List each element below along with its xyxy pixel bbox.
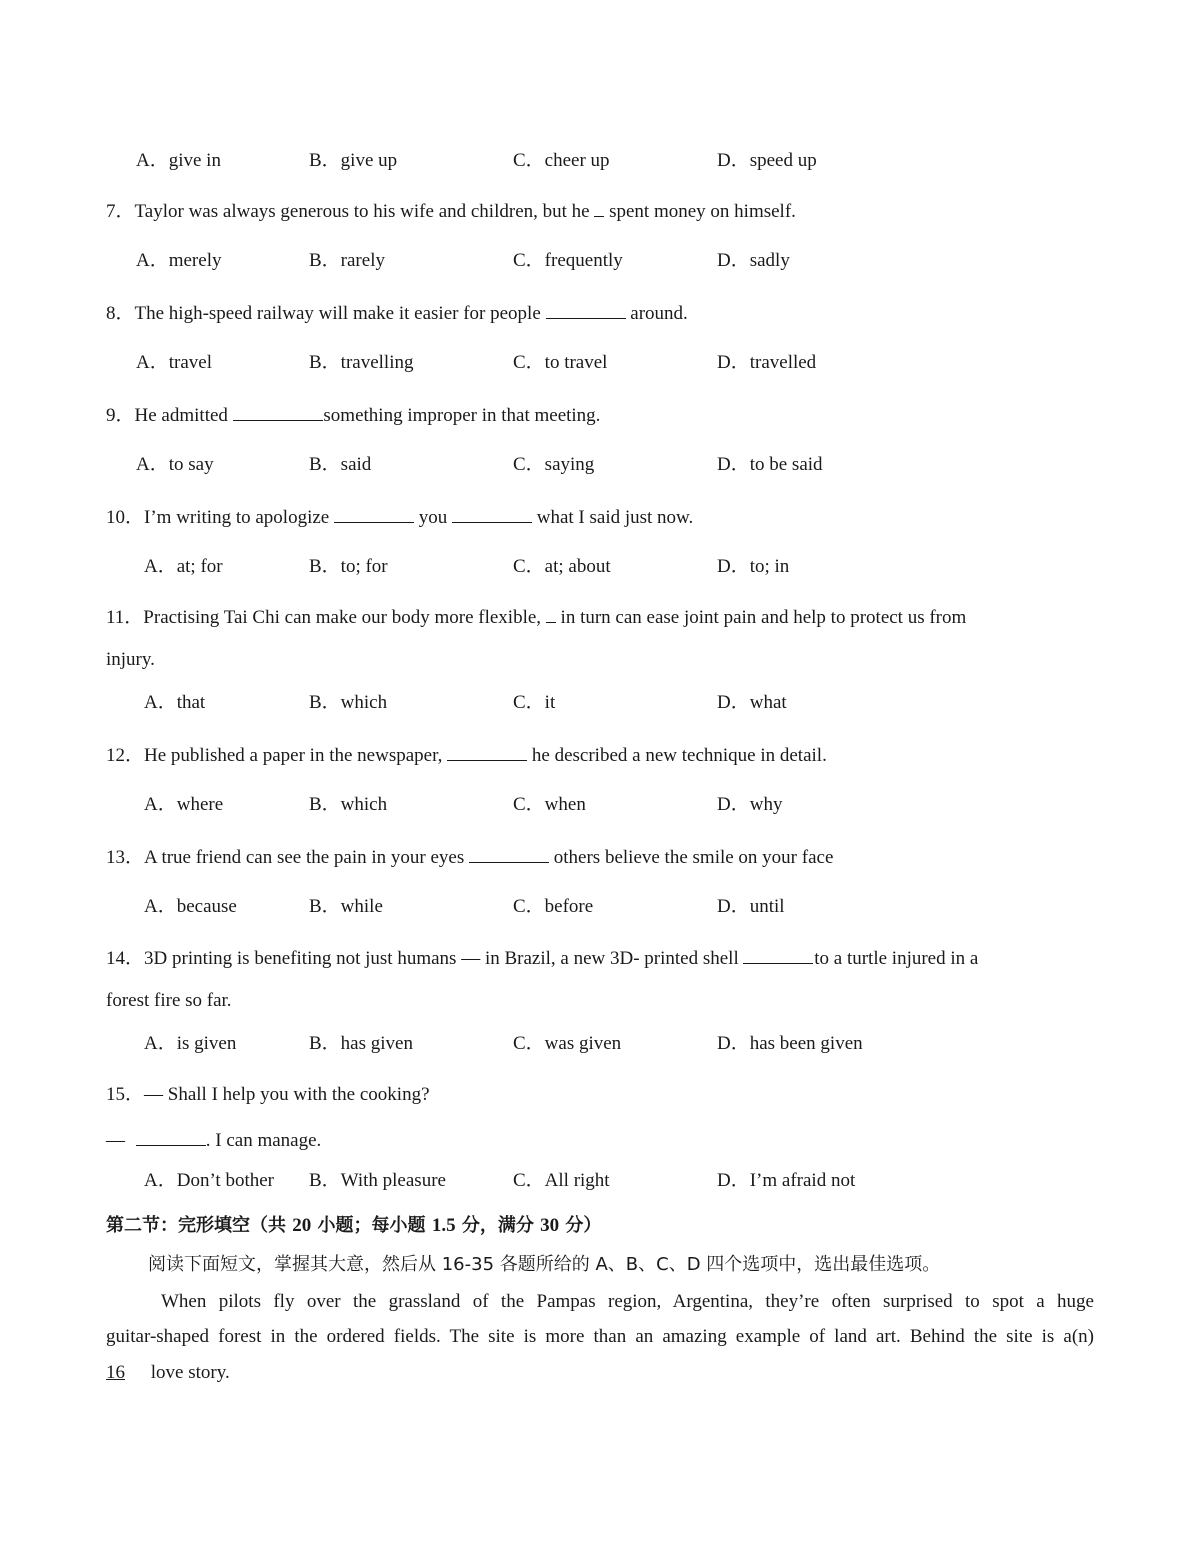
option-d: D．sadly [717,250,790,271]
option-c: C．cheer up [513,150,610,171]
question-number: 8． [106,303,135,324]
heading-text: 分） [559,1215,602,1236]
question-text: something improper in that meeting. [323,405,601,426]
question-number: 13． [106,847,145,868]
option-d: D．has been given [717,1033,863,1054]
option-c: C．before [513,896,594,917]
option-d: D．to; in [717,556,790,577]
section-heading [106,1214,601,1238]
heading-text: 分，满分 [455,1215,541,1236]
option-c: C．was given [513,1033,622,1054]
question-text: others believe the smile on your face [553,847,834,868]
option-b: B．which [309,692,388,713]
question-number: 15． [106,1084,145,1105]
option-a: A．to say [136,454,214,475]
option-b: B．has given [309,1033,413,1054]
question-text: Taylor was always generous to his wife and children, but he [134,201,590,222]
question-text: he described a new technique in detail. [531,745,827,766]
option-d: D．what [717,692,787,713]
section-instruction: 阅读下面短文，掌握其大意，然后从 16-35 各题所给的 A、B、C、D 四个选项中，选出最佳选项。 [148,1254,941,1275]
option-b: B．which [309,794,388,815]
heading-number: 20 [292,1215,312,1236]
option-c: C．when [513,794,586,815]
option-c: C．to travel [513,352,608,373]
option-a: A．give in [136,150,221,171]
question-8 [106,300,688,326]
option-a: A．that [144,692,206,713]
answer-blank [452,504,532,523]
answer-blank [334,504,414,523]
answer-blank [136,1127,206,1146]
answer-blank [233,402,323,421]
question-text: . I can manage. [205,1130,322,1151]
option-a: A．because [144,896,237,917]
answer-blank [447,742,527,761]
question-number: 7． [106,201,135,222]
option-d: D．I’m afraid not [717,1170,856,1191]
option-a: A．at; for [144,556,223,577]
question-14-continued: forest fire so far. [106,990,232,1011]
option-b: B．travelling [309,352,414,373]
option-d: D．until [717,896,785,917]
question-text: spent money on himself. [609,201,796,222]
question-9 [106,402,600,428]
option-a: A．travel [136,352,212,373]
option-c: C．saying [513,454,595,475]
option-c: C．frequently [513,250,623,271]
question-text: in turn can ease joint pain and help to protect us from [560,607,967,628]
option-a: A．where [144,794,224,815]
question-14 [106,945,978,971]
option-c: C．at; about [513,556,611,577]
option-d: D．to be said [717,454,823,475]
question-number: 11． [106,607,144,628]
question-text: around. [630,303,688,324]
option-c: C．it [513,692,556,713]
question-text: A true friend can see the pain in your eyes [144,847,465,868]
question-number: 14． [106,948,145,969]
heading-text: 小题；每小题 [311,1215,432,1236]
answer-blank [594,198,604,217]
question-10 [106,504,693,530]
option-b: B．said [309,454,372,475]
question-number: 10． [106,507,145,528]
heading-number: 30 [540,1215,560,1236]
question-text: Practising Tai Chi can make our body more flexible, [143,607,542,628]
passage-line-1: When pilots fly over the grassland of the Pampas region, Argentina, they’re often surprised to spot a huge [161,1291,1094,1312]
question-text: He admitted [134,405,228,426]
question-text: what I said just now. [536,507,694,528]
dash: — [106,1130,125,1151]
option-d: D．why [717,794,783,815]
question-number: 12． [106,745,145,766]
question-text: I’m writing to apologize [144,507,330,528]
question-text: — Shall I help you with the cooking? [144,1084,430,1105]
answer-blank [546,604,556,623]
passage-line-2: guitar-shaped forest in the ordered fields. The site is more than an amazing example of land art. Behind the site is a(n) [106,1326,1094,1347]
option-b: B．to; for [309,556,388,577]
question-11-continued: injury. [106,649,155,670]
option-c: C．All right [513,1170,610,1191]
passage-line-3 [106,1361,230,1385]
option-b: B．while [309,896,383,917]
option-b: B．rarely [309,250,385,271]
cloze-blank-16: 16 [106,1362,125,1383]
option-a: A．merely [136,250,222,271]
question-text: He published a paper in the newspaper, [144,745,443,766]
option-a: A．is given [144,1033,237,1054]
answer-blank [743,945,813,964]
passage-text: love story. [150,1362,230,1383]
question-text: to a turtle injured in a [814,948,979,969]
question-text: you [418,507,448,528]
question-number: 9． [106,405,135,426]
option-b: B．With pleasure [309,1170,446,1191]
answer-blank [546,300,626,319]
question-12 [106,742,827,768]
option-a: A．Don’t bother [144,1170,274,1191]
question-11 [106,604,966,630]
answer-blank [469,844,549,863]
question-15 [106,1083,430,1107]
question-7 [106,198,796,224]
option-d: D．travelled [717,352,817,373]
question-13 [106,844,833,870]
question-text: 3D printing is benefiting not just humans — in Brazil, a new 3D- printed shell [144,948,739,969]
question-15-reply [106,1127,321,1153]
option-b: B．give up [309,150,398,171]
heading-text: 第二节：完形填空（共 [106,1215,293,1236]
option-d: D．speed up [717,150,817,171]
heading-number: 1.5 [431,1215,456,1236]
question-text: The high-speed railway will make it easier for people [134,303,541,324]
